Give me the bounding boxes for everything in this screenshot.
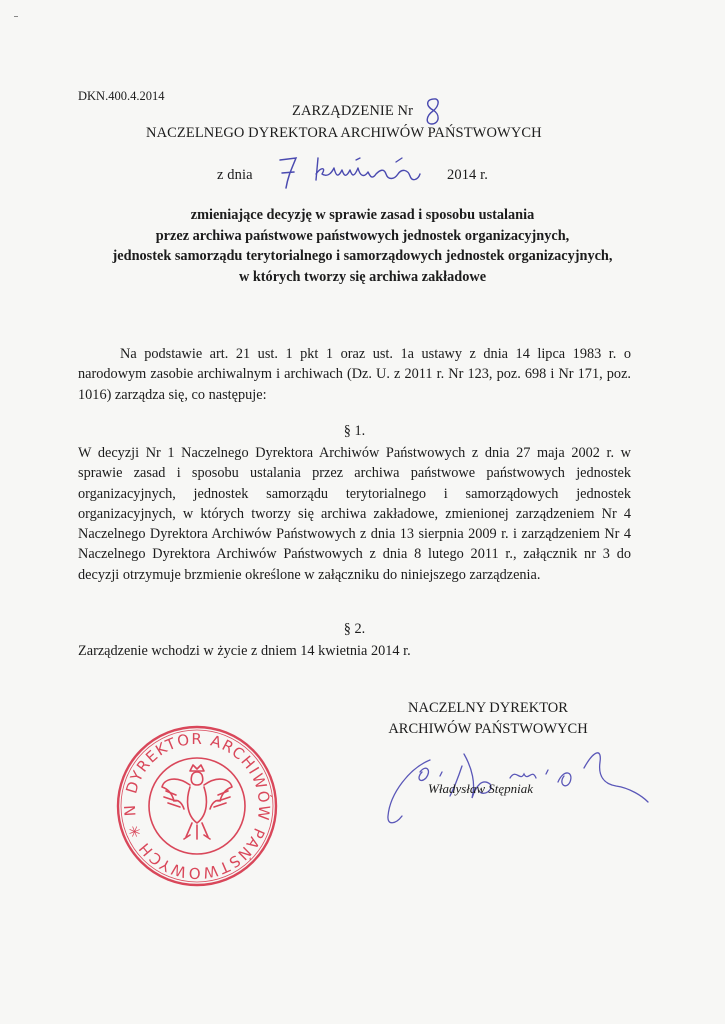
section-1-text: W decyzji Nr 1 Naczelnego Dyrektora Archiwów Państwowych z dnia 27 maja 2002 r. w sprawie zasad i sposobu ustalania przez archiwa państwowe państwowych jednostek organizacyjnych, jednostek samorządu terytorialnego i samorządowych jednostek organizacyjnych, w których tworzy się archiwa zakładowe, zmienionej zarządzeniem Nr 4 Naczelnego Dyrektora Archiwów Państwowych z dnia 13 sierpnia 2009 r. i zarządzeniem Nr 4 Naczelnego Dyrektora Archiwów Państwowych z dnia 8 lutego 2011 r., załącznik nr 3 do decyzji otrzymuje brzmienie określone w załączniku do niniejszego zarządzenia.: [78, 445, 631, 583]
order-line-text: ZARZĄDZENIE Nr: [292, 103, 413, 119]
title-line: jednostek samorządu terytorialnego i samorządowych jednostek organizacyjnych,: [112, 248, 613, 264]
date-prefix: z dnia: [217, 167, 253, 183]
issuer-line: NACZELNEGO DYREKTORA ARCHIWÓW PAŃSTWOWYCH: [146, 125, 542, 141]
date-suffix: 2014 r.: [447, 167, 488, 183]
handwritten-date: [276, 146, 446, 196]
title-line: przez archiwa państwowe państwowych jednostek organizacyjnych,: [155, 227, 570, 244]
official-seal: [114, 723, 280, 894]
section-2-text: Zarządzenie wchodzi w życie z dniem 14 kwietnia 2014 r.: [78, 643, 411, 659]
order-line: [292, 103, 413, 120]
signatory-title-line-2: ARCHIWÓW PAŃSTWOWYCH: [388, 721, 588, 737]
signatory-title: [377, 698, 599, 740]
preamble-text: Na podstawie art. 21 ust. 1 pkt 1 oraz ust. 1a ustawy z dnia 14 lipca 1983 r. o narodowym zasobie archiwalnym i archiwach (Dz. U. z 2011 r. Nr 123, poz. 698 i Nr 171, poz. 1016) zarządza się, co następuje:: [78, 346, 631, 403]
document-reference: DKN.400.4.2014: [78, 89, 165, 103]
signatory-name: Władysław Stępniak: [428, 781, 534, 796]
title-line: w których tworzy się archiwa zakładowe: [238, 268, 487, 285]
section-2-sign: § 2.: [343, 621, 366, 637]
section-1-sign: § 1.: [343, 423, 366, 439]
signatory-title-line-1: NACZELNY DYREKTOR: [408, 700, 568, 716]
preamble: [78, 344, 631, 405]
handwritten-order-number: [422, 96, 444, 128]
title-line: zmieniające decyzję w sprawie zasad i sposobu ustalania: [190, 207, 535, 223]
scan-mark: [14, 16, 18, 17]
svg-text:DYREKTOR ARCHIWÓW PAŃSTWOWYCH: DYREKTOR ARCHIWÓW PAŃSTWOWYCH ✳ N: [120, 729, 274, 883]
document-title: [60, 205, 665, 287]
